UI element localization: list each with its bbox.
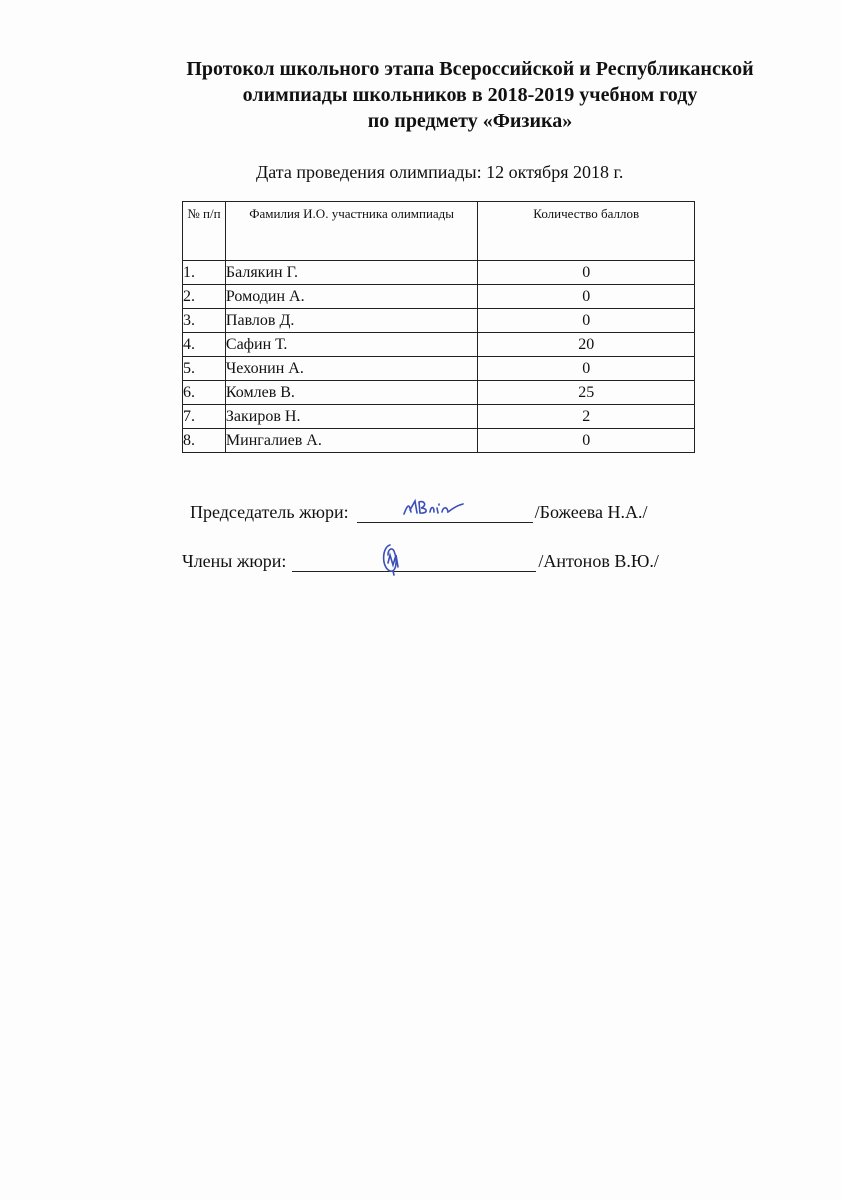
jury-member-signature — [378, 541, 408, 577]
participant-score: 20 — [478, 333, 695, 357]
document-title — [100, 56, 840, 134]
participant-score: 0 — [478, 285, 695, 309]
header-num: № п/п — [183, 202, 226, 261]
participant-name: Сафин Т. — [225, 333, 478, 357]
table-row — [183, 285, 695, 309]
table-row — [183, 381, 695, 405]
jury-chair-signature-row — [190, 502, 647, 523]
title-line-2: олимпиады школьников в 2018-2019 учебном году — [242, 84, 698, 106]
participant-name: Комлев В. — [225, 381, 478, 405]
jury-member-signature-line — [292, 551, 536, 572]
participant-score: 25 — [478, 381, 695, 405]
participant-score: 0 — [478, 309, 695, 333]
participant-score: 0 — [478, 429, 695, 453]
row-num: 5. — [183, 357, 226, 381]
jury-member-name: /Антонов В.Ю./ — [538, 551, 659, 571]
participant-name: Балякин Г. — [225, 261, 478, 285]
header-name: Фамилия И.О. участника олимпиады — [225, 202, 478, 261]
table-row — [183, 333, 695, 357]
participant-score: 2 — [478, 405, 695, 429]
jury-chair-signature — [401, 496, 471, 520]
row-num: 3. — [183, 309, 226, 333]
participant-name: Мингалиев А. — [225, 429, 478, 453]
row-num: 6. — [183, 381, 226, 405]
table-header-row — [183, 202, 695, 261]
row-num: 2. — [183, 285, 226, 309]
header-score: Количество баллов — [478, 202, 695, 261]
participant-score: 0 — [478, 261, 695, 285]
jury-chair-label: Председатель жюри: — [190, 502, 349, 522]
row-num: 7. — [183, 405, 226, 429]
jury-chair-name: /Божеева Н.А./ — [534, 502, 648, 522]
row-num: 8. — [183, 429, 226, 453]
participant-name: Ромодин А. — [225, 285, 478, 309]
participant-name: Чехонин А. — [225, 357, 478, 381]
participant-score: 0 — [478, 357, 695, 381]
table-row — [183, 357, 695, 381]
jury-members-label: Члены жюри: — [182, 551, 287, 571]
table-row — [183, 261, 695, 285]
table-row — [183, 429, 695, 453]
participant-name: Закиров Н. — [225, 405, 478, 429]
row-num: 4. — [183, 333, 226, 357]
title-line-3: по предмету «Физика» — [367, 110, 573, 132]
olympiad-date: Дата проведения олимпиады: 12 октября 2018 г. — [256, 162, 624, 182]
jury-members-signature-row — [182, 551, 659, 572]
row-num: 1. — [183, 261, 226, 285]
table-row — [183, 309, 695, 333]
jury-chair-signature-line — [357, 502, 533, 523]
title-line-1: Протокол школьного этапа Всероссийской и Республиканской — [186, 58, 754, 80]
participant-name: Павлов Д. — [225, 309, 478, 333]
table-row — [183, 405, 695, 429]
results-table — [182, 201, 695, 453]
